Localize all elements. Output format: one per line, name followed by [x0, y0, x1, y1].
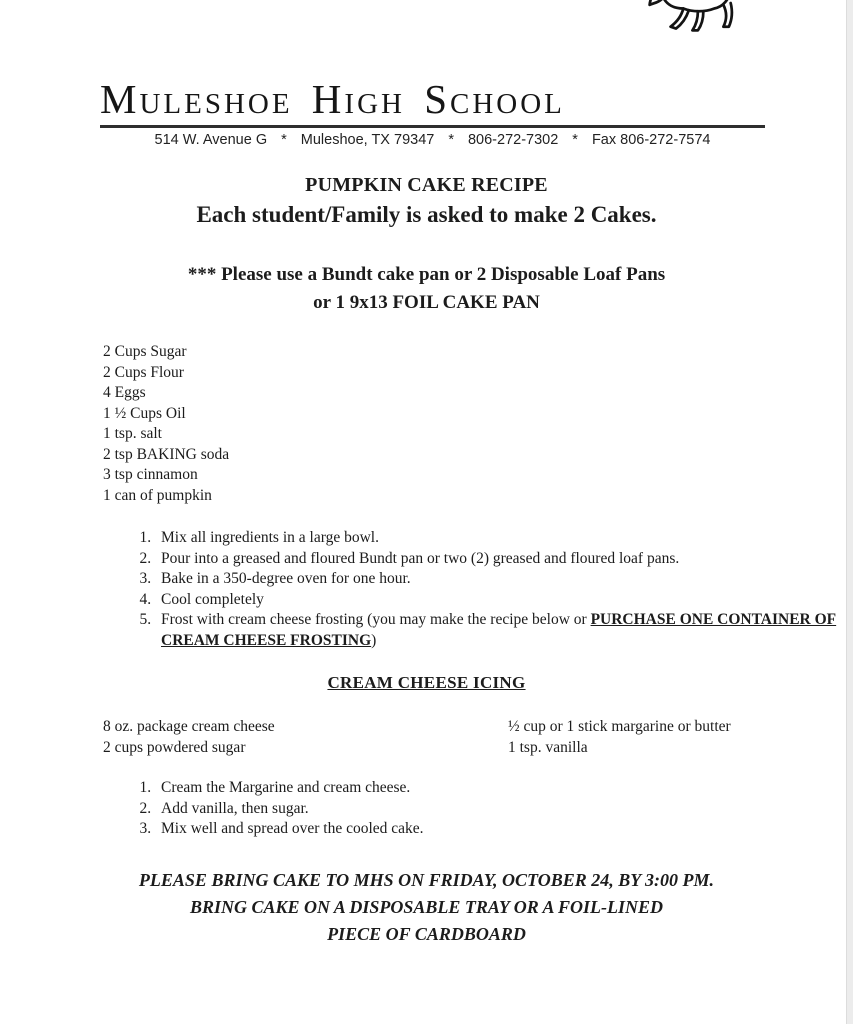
step-item: 4. Cool completely [155, 590, 853, 611]
ingredient-item: 4 Eggs [103, 384, 146, 401]
delivery-line: PIECE OF CARDBOARD [327, 923, 526, 944]
pan-note [0, 261, 853, 317]
step-text-suffix: ) [371, 631, 377, 649]
cake-steps-list [0, 528, 853, 651]
address-part: Fax 806-272-7574 [591, 132, 711, 148]
icing-heading: CREAM CHEESE ICING [327, 673, 526, 692]
ingredient-item: 1 tsp. salt [103, 425, 162, 442]
pan-note-line1: *** Please use a Bundt cake pan or 2 Disposable Loaf Pans [187, 264, 666, 285]
page-right-edge [846, 0, 853, 1024]
cake-ingredient-list [103, 342, 853, 506]
ingredient-item: 1 ½ Cups Oil [103, 404, 186, 422]
ingredient-item: 1 tsp. vanilla [508, 738, 588, 756]
letterhead [100, 0, 765, 148]
icing-steps-list [0, 778, 853, 840]
icing-ingredients-right [508, 717, 731, 758]
ingredient-item: 2 cups powdered sugar [103, 738, 246, 756]
icing-ingredients-left [103, 717, 508, 758]
recipe-title: PUMPKIN CAKE RECIPE [305, 174, 548, 196]
mustang-horse-icon [643, 0, 771, 34]
icing-ingredients [103, 717, 853, 758]
ingredient-item: 2 tsp BAKING soda [103, 445, 230, 463]
address-line [100, 132, 765, 148]
recipe-content [0, 174, 853, 948]
delivery-line: PLEASE BRING CAKE TO MHS ON FRIDAY, OCTOBER 24, BY 3:00 PM. [138, 869, 715, 890]
delivery-notice [0, 867, 853, 948]
ingredient-item: 2 Cups Sugar [103, 343, 187, 360]
letterhead-divider [100, 125, 765, 128]
step-item: 2. Add vanilla, then sugar. [155, 799, 853, 820]
ingredient-item: 3 tsp cinnamon [103, 466, 198, 483]
ingredient-item: 8 oz. package cream cheese [103, 718, 275, 735]
step-item: 3. Bake in a 350-degree oven for one hour. [155, 569, 853, 590]
purchase-emphasis: PURCHASE ONE CONTAINER OF CREAM CHEESE FROSTING [161, 611, 837, 649]
delivery-line: BRING CAKE ON A DISPOSABLE TRAY OR A FOIL-LINED [189, 896, 664, 917]
address-part: 514 W. Avenue G [154, 132, 268, 148]
step-item: 2. Pour into a greased and floured Bundt pan or two (2) greased and floured loaf pans. [155, 549, 853, 570]
step-text: Frost with cream cheese frosting (you may make the recipe below or [161, 611, 591, 628]
address-part: Muleshoe, TX 79347 [300, 132, 435, 148]
step-item: 1. Mix all ingredients in a large bowl. [155, 528, 853, 549]
address-part: 806-272-7302 [467, 132, 559, 148]
pan-note-line2: or 1 9x13 FOIL CAKE PAN [313, 292, 540, 313]
school-name: Muleshoe High School [100, 76, 565, 122]
recipe-subtitle: Each student/Family is asked to make 2 Cakes. [196, 202, 657, 227]
ingredient-item: ½ cup or 1 stick margarine or butter [508, 718, 731, 735]
mustang-logo [643, 0, 771, 34]
ingredient-item: 2 Cups Flour [103, 363, 184, 381]
step-item: 3. Mix well and spread over the cooled cake. [155, 819, 853, 840]
step-item: 1. Cream the Margarine and cream cheese. [155, 778, 853, 799]
address-separator: * [448, 132, 454, 148]
address-separator: * [572, 132, 578, 148]
address-separator: * [281, 132, 287, 148]
step-item [155, 610, 853, 651]
ingredient-item: 1 can of pumpkin [103, 486, 212, 504]
